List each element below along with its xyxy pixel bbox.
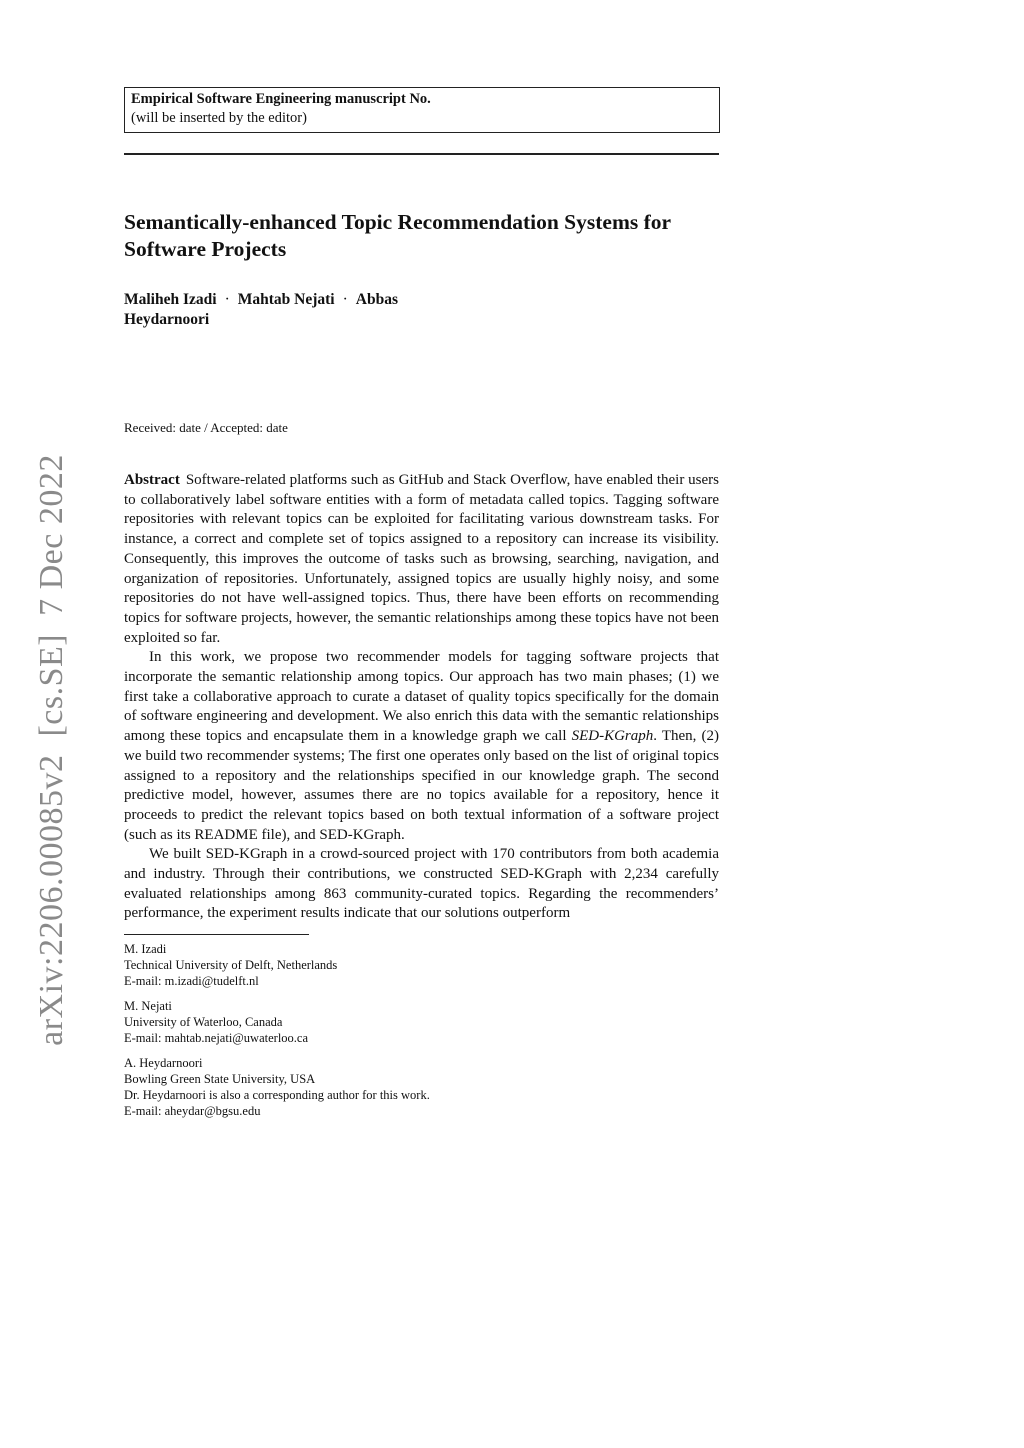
footnote-rule (124, 934, 309, 935)
paper-title (124, 209, 724, 263)
journal-name: Empirical Software Engineering manuscript No. (131, 91, 431, 107)
arxiv-id: arXiv:2206.00085v2 (33, 754, 70, 1046)
affiliation-name: M. Izadi (124, 942, 167, 956)
affiliation-block (124, 1055, 724, 1119)
affiliation-name: M. Nejati (124, 999, 172, 1013)
author-name: Abbas (355, 291, 399, 308)
abstract-paragraph-3 (124, 845, 719, 924)
title-line-1: Semantically-enhanced Topic Recommendation Systems for (124, 210, 672, 234)
received-date: Received: date / Accepted: date (124, 420, 288, 435)
arxiv-date: 7 Dec 2022 (33, 454, 70, 616)
author-name: Maliheh Izadi (124, 291, 217, 308)
title-line-2: Software Projects (124, 237, 287, 261)
author-name-continued: Heydarnoori (124, 311, 210, 328)
abstract-paragraph-1 (124, 471, 719, 648)
editor-note: (will be inserted by the editor) (131, 110, 307, 126)
header-rule (124, 153, 719, 155)
affiliation-line: Dr. Heydarnoori is also a corresponding author for this work. (124, 1088, 430, 1102)
affiliation-line: University of Waterloo, Canada (124, 1015, 283, 1029)
affiliation-line: Bowling Green State University, USA (124, 1072, 316, 1086)
arxiv-identifier-stamp (33, 454, 71, 1046)
affiliation-email: E-mail: m.izadi@tudelft.nl (124, 974, 259, 988)
author-separator: · (342, 291, 348, 308)
abstract-text: In this work, we propose two recommender models for tagging software projects that incorporate the semantic relationship among topics. Our approach has two main phases; (1) we first take a collaborative approach to curate a dataset of quality topics specifically for the domain of software engineering and development. We also enrich this data with the semantic relationships among these topics and encapsulate them in a knowledge graph we call (124, 649, 719, 745)
affiliation-block (124, 998, 724, 1046)
abstract-text: . Then, (2) we build two recommender systems; The first one operates only based on the list of original topics assigned to a repository and the relationships specified in our knowledge graph. The second predictive model, however, assumes there are no topics available for a repository, hence it proceeds to predict the relevant topics based on both textual information of a software project (such as its README file), and SED-KGraph. (124, 728, 719, 843)
arxiv-category: [cs.SE] (33, 633, 70, 737)
abstract-label: Abstract (124, 472, 180, 488)
affiliations (124, 941, 724, 1128)
affiliation-email: E-mail: aheydar@bgsu.edu (124, 1104, 261, 1118)
affiliation-email: E-mail: mahtab.nejati@uwaterloo.ca (124, 1031, 309, 1045)
abstract (124, 471, 719, 924)
author-separator: · (224, 291, 230, 308)
author-list (124, 290, 724, 330)
journal-header-box (124, 87, 720, 133)
affiliation-name: A. Heydarnoori (124, 1056, 203, 1070)
abstract-emphasis: SED-KGraph (571, 728, 654, 745)
affiliation-line: Technical University of Delft, Netherlands (124, 958, 338, 972)
abstract-paragraph-2 (124, 648, 719, 845)
abstract-text: We built SED-KGraph in a crowd-sourced project with 170 contributors from both academia and industry. Through their contributions, we constructed SED-KGraph with 2,234 carefully evaluated relationships among 863 community-curated topics. Regarding the recommenders’ performance, the experiment results indicate that our solutions outperform (124, 846, 719, 922)
author-name: Mahtab Nejati (237, 291, 335, 308)
affiliation-block (124, 941, 724, 989)
abstract-text: Software-related platforms such as GitHub and Stack Overflow, have enabled their users to collaboratively label software entities with a form of metadata called topics. Tagging software repositories with relevant topics can be exploited for facilitating various downstream tasks. For instance, a correct and complete set of topics assigned to a repository can increase its visibility. Consequently, this improves the outcome of tasks such as browsing, searching, navigation, and organization of repositories. Unfortunately, assigned topics are usually highly noisy, and some repositories do not have well-assigned topics. Thus, there have been efforts on recommending topics for software projects, however, the semantic relationships among these topics have not been exploited so far. (124, 472, 719, 646)
